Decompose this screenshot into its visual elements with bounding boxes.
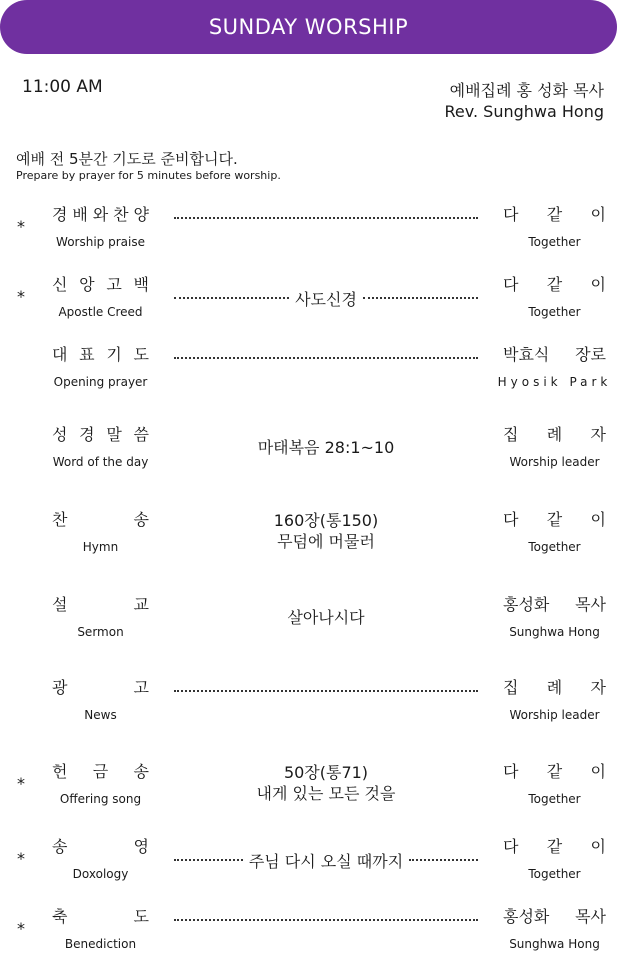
item-content: 사도신경 xyxy=(295,289,357,309)
item-title-en: Opening prayer xyxy=(53,375,148,389)
title-char: 광 xyxy=(52,678,68,697)
title-char: 백 xyxy=(133,275,149,294)
leader-en: Rev. Sunghwa Hong xyxy=(444,102,604,121)
title-char: 신 xyxy=(52,275,68,294)
order-item xyxy=(0,205,617,265)
title-char: 씀 xyxy=(133,425,149,444)
content-line: 무덤에 머물러 xyxy=(277,532,375,551)
performer-part: 다 xyxy=(503,205,519,224)
dotted-leader xyxy=(174,847,478,873)
performer-part: 자 xyxy=(590,678,606,697)
item-title-ko xyxy=(52,510,149,530)
title-char: 대 xyxy=(52,345,68,364)
title-char: 와 xyxy=(92,205,109,224)
performer-ko xyxy=(503,595,606,615)
performer-part: 목사 xyxy=(575,595,606,614)
preparation-note xyxy=(16,150,281,183)
item-title-en: Sermon xyxy=(77,625,124,639)
title-char: 도 xyxy=(133,907,149,926)
note-en: Prepare by prayer for 5 minutes before worship. xyxy=(16,169,281,182)
order-item xyxy=(0,510,617,570)
performer-ko xyxy=(503,345,606,365)
title-char: 송 xyxy=(133,510,149,529)
performer-part: 같 xyxy=(546,510,563,529)
performer-ko xyxy=(503,205,606,225)
title-char: 도 xyxy=(133,345,149,364)
order-item xyxy=(0,837,617,897)
dot-line-right xyxy=(409,859,478,861)
dotted-leader xyxy=(174,205,478,231)
standing-marker: * xyxy=(17,217,25,236)
performer-part: 집 xyxy=(503,678,519,697)
performer-part: 다 xyxy=(503,510,519,529)
content-line: 160장(통150) xyxy=(273,511,379,530)
item-title-ko xyxy=(52,425,149,445)
dot-line-left xyxy=(174,690,478,692)
title-char: 영 xyxy=(133,837,149,856)
dot-line-left xyxy=(174,217,478,219)
item-title-en: Worship praise xyxy=(56,235,145,249)
item-content xyxy=(174,762,478,804)
item-content: 주님 다시 오실 때까지 xyxy=(248,851,404,871)
title-char: 찬 xyxy=(52,510,68,529)
standing-marker: * xyxy=(17,287,25,306)
item-title-en: Benediction xyxy=(64,937,137,951)
title-char: 경 xyxy=(79,425,95,444)
title-char: 고 xyxy=(106,275,122,294)
order-item xyxy=(0,762,617,822)
title-char: 설 xyxy=(52,595,68,614)
performer-en: Together xyxy=(528,235,581,249)
dot-line-left xyxy=(174,919,478,921)
performer-part: 같 xyxy=(546,275,563,294)
performer-en: Worship leader xyxy=(509,455,600,469)
performer-ko xyxy=(503,762,606,782)
note-ko: 예배 전 5분간 기도로 준비합니다. xyxy=(16,150,238,168)
content-line: 마태복음 28:1~10 xyxy=(257,438,395,457)
performer-part: 같 xyxy=(546,837,563,856)
performer-part: 다 xyxy=(503,275,519,294)
item-content xyxy=(174,510,478,552)
item-title-ko xyxy=(52,678,149,698)
standing-marker: * xyxy=(17,774,25,793)
item-title-ko xyxy=(52,275,149,295)
title-char: 송 xyxy=(133,762,149,781)
item-title-ko xyxy=(52,762,149,782)
performer-en: Together xyxy=(528,867,581,881)
item-title-ko xyxy=(52,837,149,857)
item-title-ko xyxy=(52,205,149,225)
item-title-en: News xyxy=(84,708,117,722)
dotted-leader xyxy=(174,907,478,933)
content-line: 50장(통71) xyxy=(283,763,369,782)
title-char: 헌 xyxy=(52,762,68,781)
title-char: 경 xyxy=(52,205,68,224)
item-content xyxy=(174,437,478,458)
performer-en: Together xyxy=(528,540,581,554)
dot-line-left xyxy=(174,859,243,861)
performer-part: 박효식 xyxy=(503,345,550,364)
item-title-en: Doxology xyxy=(72,867,129,881)
title-char: 송 xyxy=(52,837,68,856)
performer-part: 목사 xyxy=(575,907,606,926)
performer-part: 례 xyxy=(546,678,563,697)
performer-part: 자 xyxy=(590,425,606,444)
item-title-en: Offering song xyxy=(59,792,142,806)
item-title-en: Apostle Creed xyxy=(58,305,143,319)
dotted-leader xyxy=(174,285,478,311)
item-title-ko xyxy=(52,595,149,615)
title-char: 고 xyxy=(133,678,149,697)
performer-ko xyxy=(503,837,606,857)
performer-ko xyxy=(503,510,606,530)
banner-title: SUNDAY WORSHIP xyxy=(208,15,409,39)
title-char: 기 xyxy=(106,345,122,364)
performer-en: Sunghwa Hong xyxy=(509,625,600,639)
title-char: 금 xyxy=(92,762,109,781)
standing-marker: * xyxy=(17,919,25,938)
title-char: 축 xyxy=(52,907,68,926)
title-char: 양 xyxy=(133,205,149,224)
content-line: 내게 있는 모든 것을 xyxy=(256,784,396,803)
performer-part: 장로 xyxy=(575,345,606,364)
order-item xyxy=(0,345,617,405)
dot-line-left xyxy=(174,357,478,359)
performer-part: 홍성화 xyxy=(503,907,550,926)
performer-en: Sunghwa Hong xyxy=(509,937,600,951)
standing-marker: * xyxy=(17,849,25,868)
performer-part: 이 xyxy=(590,510,606,529)
content-line: 살아나시다 xyxy=(287,608,365,627)
dotted-leader xyxy=(174,345,478,371)
title-banner xyxy=(0,0,617,54)
performer-part: 집 xyxy=(503,425,519,444)
performer-part: 이 xyxy=(590,275,606,294)
title-char: 찬 xyxy=(113,205,129,224)
performer-part: 이 xyxy=(590,205,606,224)
service-time: 11:00 AM xyxy=(22,77,103,97)
item-title-ko xyxy=(52,907,149,927)
title-char: 성 xyxy=(52,425,68,444)
item-title-ko xyxy=(52,345,149,365)
title-char: 앙 xyxy=(79,275,95,294)
dot-line-left xyxy=(174,297,289,299)
performer-en: Hyosik Park xyxy=(497,375,612,389)
performer-ko xyxy=(503,275,606,295)
performer-part: 다 xyxy=(503,837,519,856)
performer-part: 이 xyxy=(590,837,606,856)
dotted-leader xyxy=(174,678,478,704)
leader-ko: 예배집례 홍 성화 목사 xyxy=(449,81,604,100)
performer-ko xyxy=(503,678,606,698)
performer-ko xyxy=(503,425,606,445)
performer-en: Together xyxy=(528,792,581,806)
performer-en: Together xyxy=(528,305,581,319)
item-title-en: Hymn xyxy=(82,540,119,554)
title-char: 표 xyxy=(79,345,95,364)
service-leader xyxy=(445,80,604,122)
order-item xyxy=(0,595,617,655)
title-char: 배 xyxy=(72,205,88,224)
performer-part: 이 xyxy=(590,762,606,781)
item-content xyxy=(174,607,478,628)
performer-ko xyxy=(503,907,606,927)
dot-line-right xyxy=(363,297,478,299)
performer-part: 례 xyxy=(546,425,563,444)
performer-part: 같 xyxy=(546,762,563,781)
performer-part: 다 xyxy=(503,762,519,781)
performer-part: 같 xyxy=(546,205,563,224)
order-item xyxy=(0,678,617,738)
title-char: 교 xyxy=(133,595,149,614)
order-item xyxy=(0,425,617,485)
performer-en: Worship leader xyxy=(509,708,600,722)
order-item xyxy=(0,907,617,967)
title-char: 말 xyxy=(106,425,122,444)
item-title-en: Word of the day xyxy=(52,455,149,469)
performer-part: 홍성화 xyxy=(503,595,550,614)
order-item xyxy=(0,275,617,335)
